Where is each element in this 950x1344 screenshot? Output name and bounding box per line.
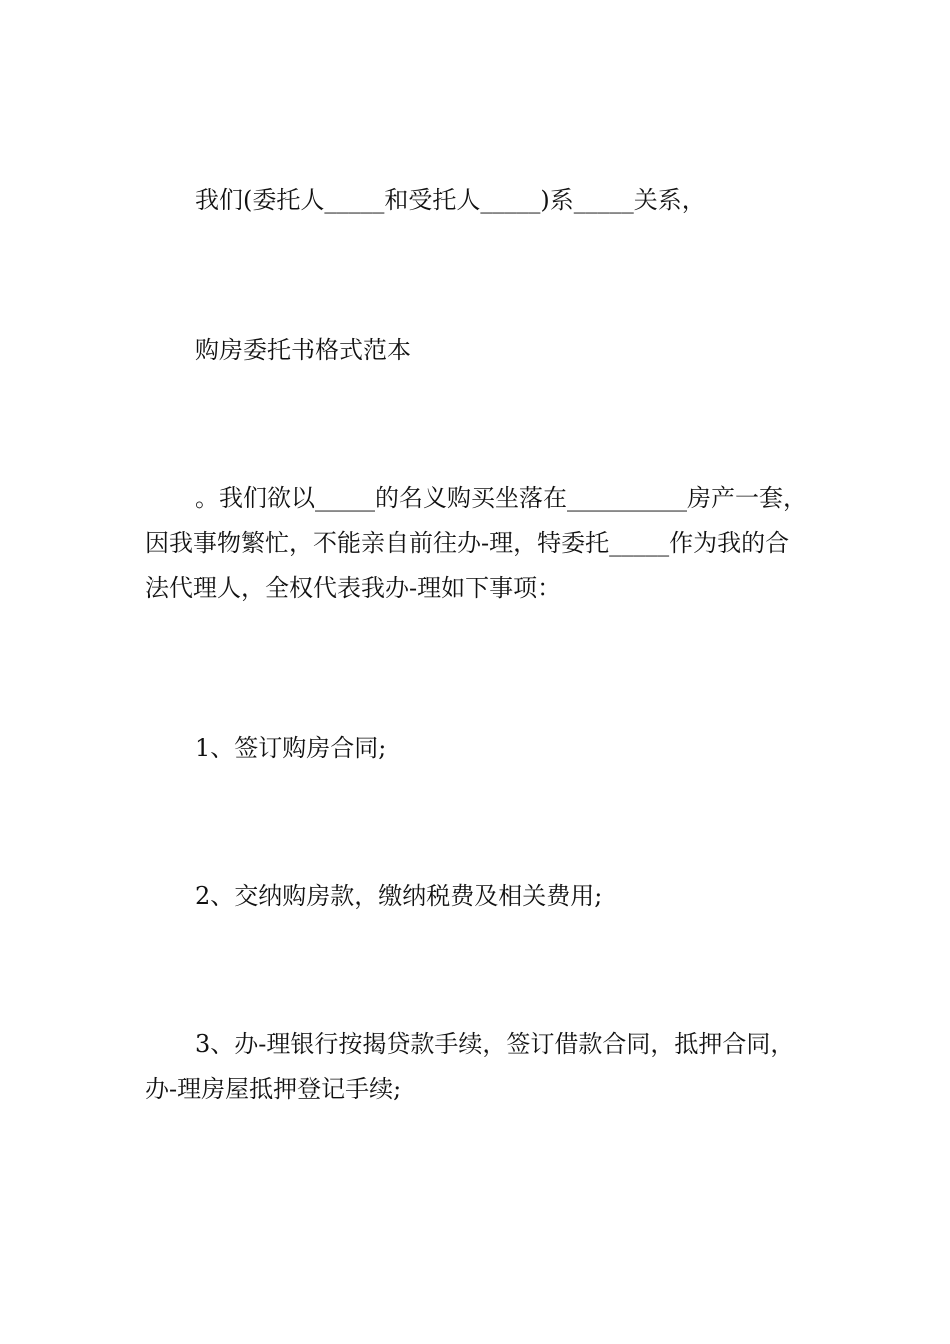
list-item-pay-fees: 2、交纳购房款，缴纳税费及相关费用;	[195, 882, 603, 910]
list-item-sign-contract: 1、签订购房合同;	[195, 734, 387, 762]
list-item-mortgage-procedures: 3、办-理银行按揭贷款手续，签订借款合同，抵押合同，办-理房屋抵押登记手续;	[145, 1030, 795, 1103]
paragraph-purchase-intent: 。我们欲以_____的名义购买坐落在__________房产一套，因我事物繁忙，不能亲自前往办-理，特委托_____作为我的合法代理人，全权代表我办-理如下事项：	[145, 484, 807, 602]
paragraph-relationship: 我们(委托人_____和受托人_____)系_____关系，	[195, 186, 706, 214]
document-title: 购房委托书格式范本	[195, 336, 411, 364]
